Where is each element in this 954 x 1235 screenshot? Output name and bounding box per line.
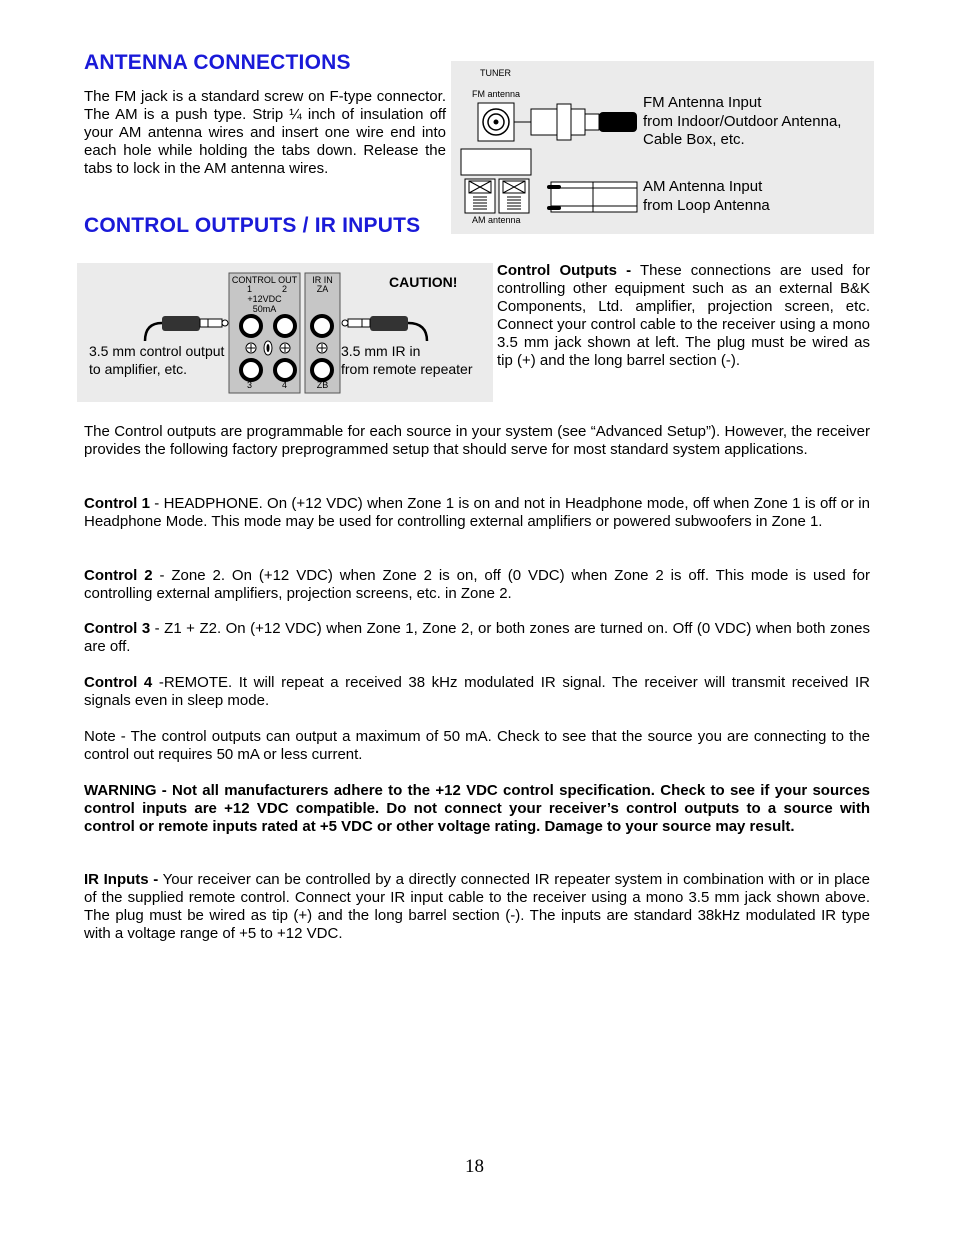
control-diagram	[77, 263, 493, 402]
control-1-paragraph: Control 1 - HEADPHONE. On (+12 VDC) when Zone 1 is on and not in Headphone mode, off when Zone 1 is off or in Headphone Mode. This mode may be used for controlling external amplifiers or powered subwoofers in Zone 1.	[84, 495, 870, 530]
am-input-caption: AM Antenna Input from Loop Antenna	[643, 178, 770, 214]
jack-num-2: 2	[282, 284, 288, 294]
fm-antenna-label: FM antenna	[472, 89, 521, 99]
za-label: ZA	[316, 284, 329, 294]
zb-label: ZB	[316, 380, 329, 390]
control-3-paragraph: Control 3 - Z1 + Z2. On (+12 VDC) when Zone 1, Zone 2, or both zones are turned on. Off (0 VDC) when both zones are off.	[84, 620, 870, 655]
antenna-diagram	[451, 61, 874, 234]
jack-num-3: 3	[247, 380, 253, 390]
warning-paragraph: WARNING - Not all manufacturers adhere to the +12 VDC control specification. Check to see if your sources control inputs are +12 VDC compatible. Do not connect your receiver’s control outputs to a source with control or remote inputs rated at +5 VDC or other voltage rating. Damage to your source may result.	[84, 782, 870, 835]
ir-in-label: IR IN	[312, 275, 333, 285]
control-out-label: CONTROL OUT	[231, 275, 298, 285]
ir-inputs-paragraph: IR Inputs - Your receiver can be controlled by a directly connected IR repeater system in combination with or in place of the supplied remote control. Connect your IR input cable to the receiver using a mono 3.5 mm jack shown above. The plug must be wired as tip (+) and the long barrel section (-). The inputs are standard 38kHz modulated IR type with a voltage range of +5 to +12 VDC.	[84, 871, 870, 942]
fm-input-caption: FM Antenna Input from Indoor/Outdoor Antenna, Cable Box, etc.	[643, 94, 842, 148]
page-number: 18	[465, 1156, 484, 1177]
vdc-label: +12VDC	[247, 294, 282, 304]
control-heading: CONTROL OUTPUTS / IR INPUTS	[84, 214, 421, 237]
control-output-caption: 3.5 mm control output to amplifier, etc.	[89, 343, 225, 377]
control-2-paragraph: Control 2 - Zone 2. On (+12 VDC) when Zone 2 is on, off (0 VDC) when Zone 2 is off. This mode is used for controlling external amplifiers, projection screens, etc. in Zone 2.	[84, 567, 870, 602]
ma-label: 50mA	[252, 304, 277, 314]
jack-num-4: 4	[282, 380, 288, 390]
tuner-label: TUNER	[480, 68, 511, 78]
control-outputs-paragraph: Control Outputs - These connections are used for controlling other equipment such as an external B&K Components, Ltd. amplifier, projection screen, etc. Connect your control cable to the receiver using a mono 3.5 mm jack shown at left. The plug must be wired as tip (+) and the long barrel section (-).	[497, 262, 870, 369]
ir-in-caption: 3.5 mm IR in from remote repeater	[341, 343, 473, 377]
antenna-paragraph: The FM jack is a standard screw on F-type connector. The AM is a push type. Strip ¼ inch of insulation off your AM antenna wires and insert one wire end into each hole while holding the tabs down. Release the tabs to lock in the AM antenna wires.	[84, 88, 446, 177]
jack-num-1: 1	[247, 284, 253, 294]
caution-label: CAUTION!	[389, 274, 458, 290]
note-paragraph: Note - The control outputs can output a maximum of 50 mA. Check to see that the source you are connecting to the control out requires 50 mA or less current.	[84, 728, 870, 763]
control-4-paragraph: Control 4 -REMOTE. It will repeat a received 38 kHz modulated IR signal. The receiver will transmit received IR signals even in sleep mode.	[84, 674, 870, 709]
am-antenna-label: AM antenna	[472, 215, 521, 225]
control-intro-paragraph: The Control outputs are programmable for each source in your system (see “Advanced Setup”). However, the receiver provides the following factory preprogrammed setup that should serve for most standard system applications.	[84, 423, 870, 458]
antenna-heading: ANTENNA CONNECTIONS	[84, 51, 351, 74]
